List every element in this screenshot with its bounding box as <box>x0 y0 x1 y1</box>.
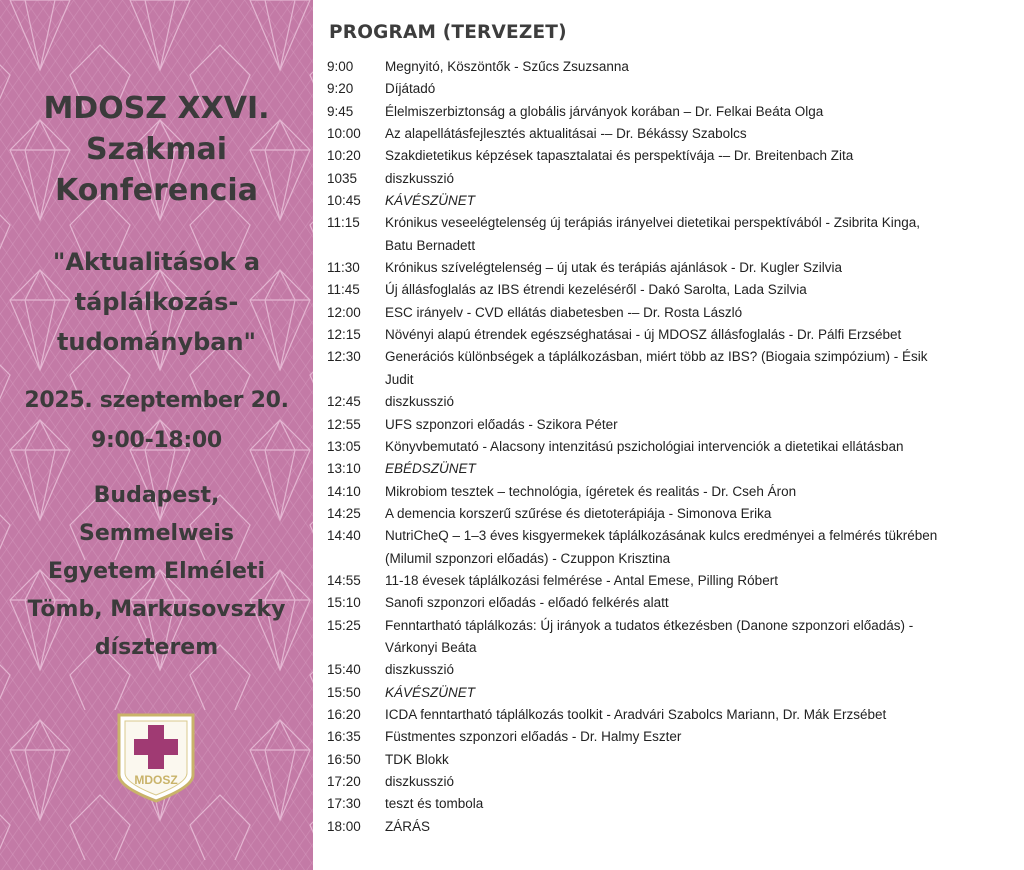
schedule-time: 13:05 <box>327 438 361 454</box>
schedule-time: 12:00 <box>327 304 361 320</box>
schedule-item <box>327 190 1024 212</box>
schedule-item <box>327 302 1024 324</box>
description-line: Krónikus szívelégtelenség – új utak és terápiás ajánlások - Dr. Kugler Szilvia <box>385 260 842 276</box>
description-line: ZÁRÁS <box>385 818 431 834</box>
schedule-item <box>327 503 1024 525</box>
schedule-description <box>385 78 1024 100</box>
time-line: 9:00-18:00 <box>91 428 222 453</box>
description-line: Mikrobiom tesztek – technológia, ígéretek és realitás - Dr. Cseh Áron <box>385 483 797 499</box>
subtitle-line: "Aktualitások a <box>52 248 261 276</box>
schedule-time: 9:20 <box>327 81 354 97</box>
schedule-time: 17:20 <box>327 774 361 789</box>
schedule-time: 15:10 <box>327 595 361 611</box>
schedule-description <box>385 615 1024 660</box>
date-line: 2025. szeptember 20. <box>24 388 289 413</box>
description-line: KÁVÉSZÜNET <box>385 193 476 209</box>
schedule-item <box>327 414 1024 436</box>
description-line: TDK Blokk <box>385 751 449 767</box>
schedule-item <box>327 481 1024 503</box>
schedule-description <box>385 101 1024 123</box>
schedule-description <box>385 771 1024 793</box>
schedule-time: 10:45 <box>327 193 361 209</box>
schedule-item <box>327 56 1024 78</box>
schedule-description <box>385 659 1024 681</box>
svg-text:MDOSZ: MDOSZ <box>134 773 178 787</box>
schedule-time: 9:00 <box>327 59 354 74</box>
schedule-item <box>327 793 1024 815</box>
schedule-time: 16:35 <box>327 729 361 745</box>
schedule-description <box>385 324 1024 346</box>
schedule-time: 11:15 <box>327 215 360 231</box>
description-line: Élelmiszerbiztonság a globális járványok korában – Dr. Felkai Beáta Olga <box>385 103 824 119</box>
schedule-item <box>327 659 1024 681</box>
description-line: A demencia korszerű szűrése és dietoterápiája - Simonova Erika <box>385 505 772 521</box>
schedule-item <box>327 682 1024 704</box>
schedule-time: 15:50 <box>327 684 361 700</box>
schedule-item <box>327 570 1024 592</box>
schedule-time: 9:45 <box>327 103 354 119</box>
schedule-time: 14:40 <box>327 528 361 544</box>
conference-venue <box>0 477 313 667</box>
schedule-description <box>385 123 1024 145</box>
title-line: Konferencia <box>55 173 258 208</box>
schedule-description <box>385 168 1024 190</box>
venue-line: Egyetem Elméleti <box>48 559 265 584</box>
schedule-time: 12:45 <box>327 394 361 410</box>
schedule-description <box>385 793 1024 815</box>
schedule-item <box>327 726 1024 748</box>
schedule-description <box>385 481 1024 503</box>
description-line: Növényi alapú étrendek egészséghatásai - új MDOSZ állásfoglalás - Dr. Pálfi Erzsébet <box>385 327 902 343</box>
schedule-time: 11:45 <box>327 282 360 298</box>
schedule-item <box>327 592 1024 614</box>
schedule-item <box>327 615 1024 660</box>
description-continuation: Batu Bernadett <box>385 237 476 253</box>
description-line: diszkusszió <box>385 394 455 410</box>
schedule-description <box>385 525 1024 570</box>
description-line: UFS szponzori előadás - Szikora Péter <box>385 416 618 432</box>
schedule-time: 18:00 <box>327 818 361 834</box>
schedule-time: 12:15 <box>327 327 361 343</box>
schedule-item <box>327 257 1024 279</box>
conference-subtitle <box>0 242 313 362</box>
venue-line: Budapest, <box>93 483 220 508</box>
schedule-description <box>385 726 1024 748</box>
description-line: Díjátadó <box>385 81 436 97</box>
schedule-description <box>385 414 1024 436</box>
schedule-description <box>385 436 1024 458</box>
schedule-item <box>327 458 1024 480</box>
schedule-description <box>385 56 1024 78</box>
schedule-time: 12:55 <box>327 416 361 432</box>
description-line: ESC irányelv - CVD ellátás diabetesben -– Dr. Rosta László <box>385 304 743 320</box>
description-line: Szakdietetikus képzések tapasztalatai és perspektívája -– Dr. Breitenbach Zita <box>385 148 854 164</box>
schedule-time: 13:10 <box>327 461 361 477</box>
schedule-time: 14:25 <box>327 505 361 521</box>
schedule-item <box>327 101 1024 123</box>
description-line: Könyvbemutató - Alacsony intenzitású pszichológiai intervenciók a dietetikai ellátásban <box>385 438 904 454</box>
description-line: diszkusszió <box>385 774 455 789</box>
schedule-item <box>327 279 1024 301</box>
schedule-list <box>327 56 1024 838</box>
subtitle-line: táplálkozás- <box>74 288 239 316</box>
schedule-time: 10:00 <box>327 126 361 142</box>
schedule-item <box>327 749 1024 771</box>
description-line: diszkusszió <box>385 662 455 678</box>
description-line: Krónikus veseelégtelenség új terápiás irányelvei dietetikai perspektívából - Zsibrita Kinga, <box>385 215 921 231</box>
schedule-item <box>327 212 1024 257</box>
schedule-time: 15:40 <box>327 662 361 678</box>
schedule-item <box>327 436 1024 458</box>
schedule-description <box>385 503 1024 525</box>
venue-line: Semmelweis <box>79 521 234 546</box>
schedule-description <box>385 302 1024 324</box>
schedule-description <box>385 570 1024 592</box>
schedule-description <box>385 145 1024 167</box>
schedule-description <box>385 212 1024 257</box>
description-line: 11-18 évesek táplálkozási felmérése - Antal Emese, Pilling Róbert <box>385 572 778 588</box>
schedule-description <box>385 592 1024 614</box>
title-line: MDOSZ XXVI. <box>43 91 270 126</box>
schedule-time: 17:30 <box>327 796 361 812</box>
conference-title <box>0 88 313 211</box>
description-continuation: (Milumil szponzori előadás) - Czuppon Krisztina <box>385 550 671 566</box>
schedule-description <box>385 682 1024 704</box>
schedule-description <box>385 190 1024 212</box>
description-line: Megnyitó, Köszöntők - Szűcs Zsuzsanna <box>385 59 629 74</box>
description-line: Generációs különbségek a táplálkozásban, miért több az IBS? (Biogaia szimpózium) - Ésik <box>385 349 928 365</box>
description-line: Füstmentes szponzori előadás - Dr. Halmy Eszter <box>385 729 682 745</box>
schedule-description <box>385 279 1024 301</box>
schedule-item <box>327 123 1024 145</box>
conference-date <box>0 381 313 461</box>
description-line: teszt és tombola <box>385 796 484 812</box>
program-title: PROGRAM (TERVEZET) <box>329 22 567 43</box>
schedule-time: 15:25 <box>327 617 361 633</box>
description-line: Az alapellátásfejlesztés aktualitásai -– Dr. Békássy Szabolcs <box>385 126 747 142</box>
schedule-time: 11:30 <box>327 260 360 276</box>
schedule-item <box>327 346 1024 391</box>
description-continuation: Judit <box>385 371 414 387</box>
schedule-item <box>327 704 1024 726</box>
conference-sidebar <box>0 0 313 870</box>
schedule-item <box>327 145 1024 167</box>
schedule-time: 16:20 <box>327 706 361 722</box>
schedule-description <box>385 391 1024 413</box>
subtitle-line: tudományban" <box>56 328 257 356</box>
description-line: Sanofi szponzori előadás - előadó felkérés alatt <box>385 595 669 611</box>
description-line: Fenntartható táplálkozás: Új irányok a tudatos étkezésben (Danone szponzori előadás) - <box>385 617 914 633</box>
description-line: EBÉDSZÜNET <box>385 461 476 477</box>
mdosz-logo <box>117 713 195 803</box>
description-line: NutriCheQ – 1–3 éves kisgyermekek táplálkozásának kulcs eredményei a felmérés tükrében <box>385 528 938 544</box>
schedule-item <box>327 78 1024 100</box>
venue-line: Tömb, Markusovszky <box>27 597 286 622</box>
schedule-item <box>327 771 1024 793</box>
schedule-time: 14:55 <box>327 572 361 588</box>
schedule-description <box>385 704 1024 726</box>
program-panel <box>313 0 1024 870</box>
title-line: Szakmai <box>85 132 228 167</box>
schedule-item <box>327 525 1024 570</box>
schedule-description <box>385 749 1024 771</box>
schedule-item <box>327 324 1024 346</box>
description-continuation: Várkonyi Beáta <box>385 639 477 655</box>
schedule-description <box>385 346 1024 391</box>
schedule-description <box>385 816 1024 838</box>
description-line: ICDA fenntartható táplálkozás toolkit - Aradvári Szabolcs Mariann, Dr. Mák Erzsébet <box>385 706 887 722</box>
schedule-time: 16:50 <box>327 751 361 767</box>
schedule-item <box>327 391 1024 413</box>
schedule-description <box>385 458 1024 480</box>
description-line: KÁVÉSZÜNET <box>385 684 476 700</box>
description-line: diszkusszió <box>385 170 455 186</box>
schedule-time: 12:30 <box>327 349 361 365</box>
schedule-time: 10:20 <box>327 148 361 164</box>
description-line: Új állásfoglalás az IBS étrendi kezeléséről - Dakó Sarolta, Lada Szilvia <box>385 282 807 298</box>
schedule-item <box>327 816 1024 838</box>
schedule-time: 1035 <box>327 170 358 186</box>
schedule-item <box>327 168 1024 190</box>
venue-line: díszterem <box>94 635 219 660</box>
schedule-time: 14:10 <box>327 483 361 499</box>
schedule-description <box>385 257 1024 279</box>
